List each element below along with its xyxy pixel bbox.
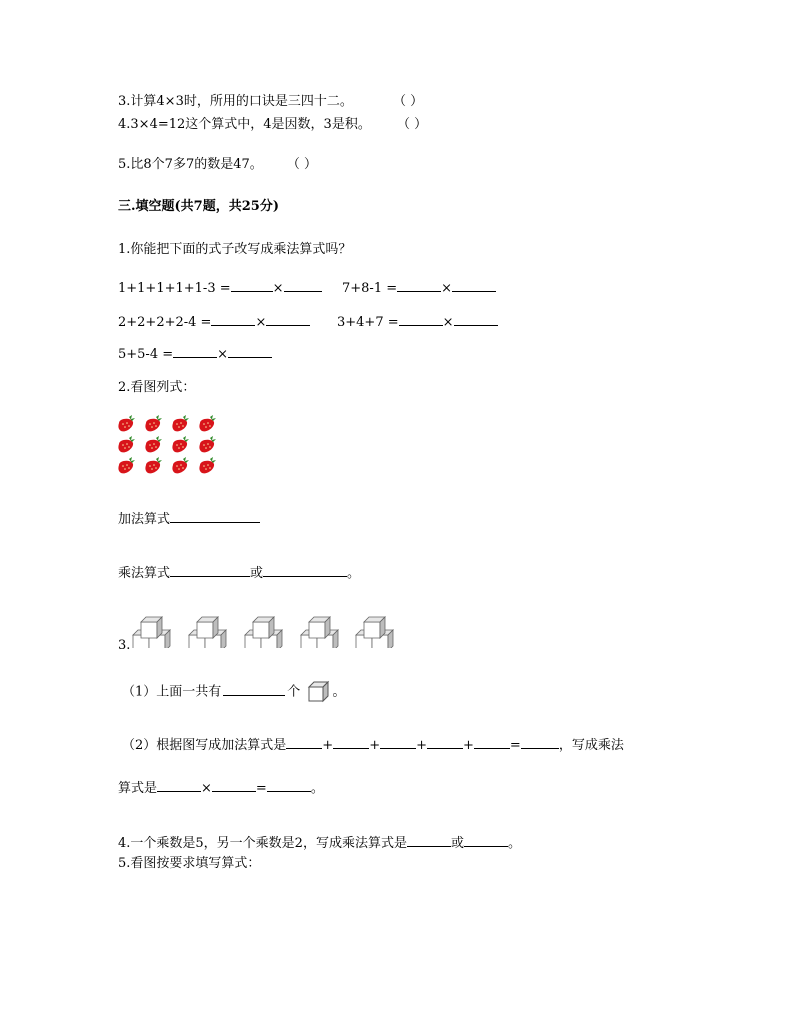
q2-add-row <box>118 510 260 528</box>
q4-row <box>118 834 521 852</box>
cube-group-icon <box>354 616 396 648</box>
period: 。 <box>507 836 521 851</box>
strawberry-icon <box>197 456 217 476</box>
plus-sign: + <box>463 738 474 753</box>
judge-q5-text: 5.比8个7多7的数是47。 <box>118 157 263 172</box>
mul-label: 乘法算式 <box>118 566 171 581</box>
q5-prompt: 5.看图按要求填写算式： <box>118 856 261 871</box>
times-sign: × <box>201 781 212 796</box>
q3-sub1 <box>122 680 345 704</box>
sub2-text: （2）根据图写成加法算式是 <box>122 738 287 753</box>
cube-icon <box>306 680 330 704</box>
cube-group-icon <box>131 616 173 648</box>
judge-q3 <box>118 94 423 110</box>
answer-blank[interactable] <box>228 345 272 358</box>
plus-sign: + <box>369 738 381 753</box>
answer-blank[interactable] <box>173 345 217 358</box>
answer-paren[interactable]: （ ） <box>286 157 318 172</box>
sub1-text: （1）上面一共有 <box>122 684 222 700</box>
q1-expr-row <box>118 313 310 331</box>
answer-blank[interactable] <box>231 279 273 292</box>
sub2-text-end: ，写成乘法 <box>558 738 624 753</box>
answer-blank[interactable] <box>454 313 498 326</box>
q2-mul-row <box>118 564 360 582</box>
judge-q4 <box>118 117 427 133</box>
strawberry-icon <box>143 435 163 455</box>
or-text: 或 <box>450 836 464 851</box>
strawberry-icon <box>143 414 163 434</box>
strawberry-icon <box>170 435 190 455</box>
q1-expr-row <box>118 279 322 297</box>
answer-blank[interactable] <box>157 779 201 792</box>
answer-blank[interactable] <box>452 279 496 292</box>
period: 。 <box>310 781 324 796</box>
add-label: 加法算式 <box>118 512 171 527</box>
answer-blank[interactable] <box>397 279 441 292</box>
strawberry-icon <box>143 456 163 476</box>
q1-prompt: 1.你能把下面的式子改写成乘法算式吗？ <box>118 242 352 257</box>
strawberry-icon <box>170 456 190 476</box>
strawberry-icon <box>116 456 136 476</box>
answer-blank[interactable] <box>464 834 508 847</box>
answer-blank[interactable] <box>407 834 451 847</box>
section-title: 三.填空题(共7题，共25分) <box>118 199 279 214</box>
answer-paren[interactable]: （ ） <box>392 94 424 109</box>
answer-blank[interactable] <box>212 779 256 792</box>
answer-blank[interactable] <box>170 564 250 577</box>
q4-text: 4.一个乘数是5，另一个乘数是2，写成乘法算式是 <box>118 836 407 851</box>
strawberry-icon <box>170 414 190 434</box>
answer-blank[interactable] <box>266 313 310 326</box>
answer-blank[interactable] <box>521 736 559 749</box>
times-sign: × <box>272 281 284 296</box>
q1-expr-row <box>337 313 498 331</box>
answer-blank[interactable] <box>267 779 311 792</box>
answer-blank[interactable] <box>399 313 443 326</box>
q1-expr-row <box>342 279 496 297</box>
answer-blank[interactable] <box>263 564 347 577</box>
equals-sign: = <box>509 738 521 753</box>
answer-blank[interactable] <box>284 279 322 292</box>
q1-expr-row <box>118 345 272 363</box>
answer-blank[interactable] <box>333 736 369 749</box>
answer-blank[interactable] <box>474 736 510 749</box>
or-text: 或 <box>250 566 264 581</box>
times-sign: × <box>255 315 267 330</box>
answer-blank[interactable] <box>427 736 463 749</box>
expr: 3+4+7 = <box>337 315 399 330</box>
answer-blank[interactable] <box>211 313 255 326</box>
unit-text: 个 <box>287 684 301 700</box>
period: 。 <box>332 684 346 700</box>
answer-blank[interactable] <box>223 683 285 696</box>
times-sign: × <box>441 281 453 296</box>
expr: 1+1+1+1+1-3 = <box>118 281 231 296</box>
expr: 7+8-1 = <box>342 281 398 296</box>
q3-sub2 <box>122 736 624 754</box>
judge-q3-text: 3.计算4×3时，所用的口诀是三四十二。 <box>118 94 353 109</box>
answer-blank[interactable] <box>286 736 322 749</box>
strawberry-icon <box>116 414 136 434</box>
equals-sign: = <box>255 781 267 796</box>
q2-prompt: 2.看图列式： <box>118 380 196 395</box>
expr: 5+5-4 = <box>118 347 174 362</box>
period: 。 <box>347 566 361 581</box>
answer-paren[interactable]: （ ） <box>396 117 428 132</box>
strawberry-icon <box>197 435 217 455</box>
strawberry-icon <box>116 435 136 455</box>
cube-group-icon <box>299 616 341 648</box>
answer-blank[interactable] <box>170 510 260 523</box>
q3-sub2-line2 <box>118 779 324 797</box>
cube-group-icon <box>187 616 229 648</box>
expr: 2+2+2+2-4 = <box>118 315 212 330</box>
times-sign: × <box>442 315 454 330</box>
sub2-line2-text: 算式是 <box>118 781 158 796</box>
plus-sign: + <box>416 738 427 753</box>
strawberry-icon <box>197 414 217 434</box>
q3-number: 3. <box>118 638 131 653</box>
times-sign: × <box>217 347 229 362</box>
judge-q4-text: 4.3×4=12这个算式中，4是因数，3是积。 <box>118 117 371 132</box>
answer-blank[interactable] <box>380 736 416 749</box>
cube-group-icon <box>243 616 285 648</box>
judge-q5 <box>118 157 317 173</box>
plus-sign: + <box>322 738 334 753</box>
